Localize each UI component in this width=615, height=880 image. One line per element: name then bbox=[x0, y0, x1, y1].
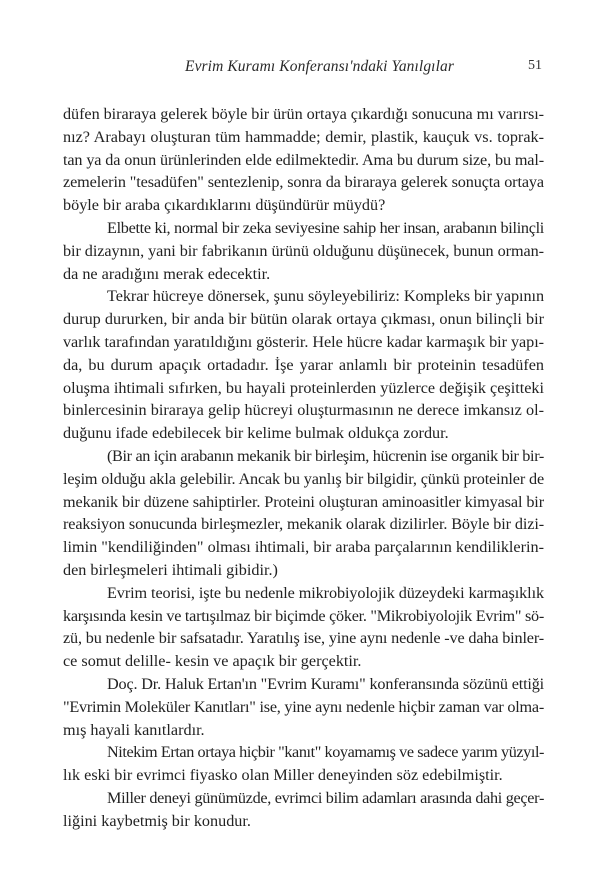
text-line: reaksiyon sonucunda birleşmezler, mekanik olarak dizilirler. Böyle bir dizi- bbox=[63, 515, 544, 534]
text-line: zemelerin "tesadüfen" sentezlenip, sonra da biraraya gelerek sonuçta ortaya bbox=[63, 173, 544, 192]
text-line: leşim olduğu akla gelebilir. Ancak bu yanlış bir bilgidir, çünkü proteinler de bbox=[63, 469, 545, 488]
text-line: nız? Arabayı oluşturan tüm hammadde; demir, plastik, kauçuk vs. toprak- bbox=[63, 127, 544, 146]
paragraph bbox=[63, 673, 544, 741]
text-line: lık eski bir evrimci fiyasko olan Miller deneyinden söz edebilmiştir. bbox=[63, 766, 503, 785]
text-line: limin "kendiliğinden" olması ihtimali, bir araba parçalarının kendiliklerin- bbox=[63, 538, 544, 557]
text-line: mış hayali kanıtlardır. bbox=[63, 720, 205, 739]
paragraph bbox=[63, 787, 544, 833]
text-line: den birleşmeleri ihtimali gibidir.) bbox=[63, 560, 278, 579]
text-line: Evrim teorisi, işte bu nedenle mikrobiyolojik düzeydeki karmaşıklık bbox=[107, 583, 545, 602]
text-line: düfen biraraya gelerek böyle bir ürün ortaya çıkardığı sonucuna mı varırsı- bbox=[63, 105, 545, 123]
paragraph bbox=[63, 741, 544, 787]
text-line: Nitekim Ertan ortaya hiçbir "kanıt" koyamamış ve sadece yarım yüzyıl- bbox=[107, 743, 545, 762]
text-line: Tekrar hücreye dönersek, şunu söyleyebiliriz: Kompleks bir yapının bbox=[107, 287, 545, 306]
text-line: da ne aradığını merak edecektir. bbox=[63, 264, 271, 283]
text-line: Elbette ki, normal bir zeka seviyesine sahip her insan, arabanın bilinçli bbox=[107, 218, 544, 237]
paragraph bbox=[63, 103, 544, 217]
text-line: böyle bir araba çıkardıklarını düşündürür müydü? bbox=[63, 196, 386, 215]
running-header bbox=[0, 58, 615, 78]
text-line: mekanik bir düzene sahiptirler. Proteini oluşturan aminoasitler kimyasal bir bbox=[63, 492, 544, 511]
text-line: "Evrimin Moleküler Kanıtları" ise, yine aynı nedenle hiçbir zaman var olma- bbox=[63, 697, 544, 716]
text-line: durup dururken, bir anda bir bütün olarak ortaya çıkması, onun bilinçli bir bbox=[63, 310, 544, 329]
text-line: liğini kaybetmiş bir konudur. bbox=[63, 811, 251, 830]
text-line: ce somut delille- kesin ve apaçık bir gerçektir. bbox=[63, 652, 362, 671]
text-line: oluşma ihtimali sıfırken, bu hayali proteinlerden yüzlerce değişik çeşitteki bbox=[63, 378, 544, 397]
paragraph bbox=[63, 217, 544, 285]
running-title: Evrim Kuramı Konferansı'ndaki Yanılgılar bbox=[185, 58, 454, 75]
text-line: Doç. Dr. Haluk Ertan'ın "Evrim Kuramı" konferansında sözünü ettiği bbox=[107, 674, 545, 693]
paragraph bbox=[63, 285, 544, 445]
page-number: 51 bbox=[528, 58, 542, 73]
text-line: karşısında kesin ve tartışılmaz bir biçimde çöker. "Mikrobiyolojik Evrim" sö- bbox=[63, 606, 544, 625]
paragraph bbox=[63, 445, 544, 582]
text-line: varlık tarafından yaratıldığını gösterir. Hele hücre kadar karmaşık bir yapı- bbox=[63, 332, 545, 351]
text-line: tan ya da onun ürünlerinden elde edilmektedir. Ama bu durum size, bu mal- bbox=[63, 150, 545, 169]
text-line: bir dizaynın, yani bir fabrikanın ürünü olduğunu düşünecek, bunun orman- bbox=[63, 241, 544, 260]
paragraph bbox=[63, 582, 544, 673]
text-line: da, bu durum apaçık ortadadır. İşe yarar anlamlı bir proteinin tesadüfen bbox=[63, 355, 544, 374]
text-line: (Bir an için arabanın mekanik bir birleşim, hücrenin ise organik bir bir- bbox=[107, 446, 544, 465]
text-line: duğunu ifade edebilecek bir kelime bulmak oldukça zordur. bbox=[63, 424, 449, 443]
body-text bbox=[63, 103, 544, 833]
text-line: Miller deneyi günümüzde, evrimci bilim adamları arasında dahi geçer- bbox=[107, 788, 545, 807]
text-line: binlercesinin biraraya gelip hücreyi oluşturmasının ne derece imkansız ol- bbox=[63, 401, 544, 420]
text-line: zü, bu nedenle bir safsatadır. Yaratılış ise, yine aynı nedenle -ve daha binler- bbox=[63, 629, 544, 648]
